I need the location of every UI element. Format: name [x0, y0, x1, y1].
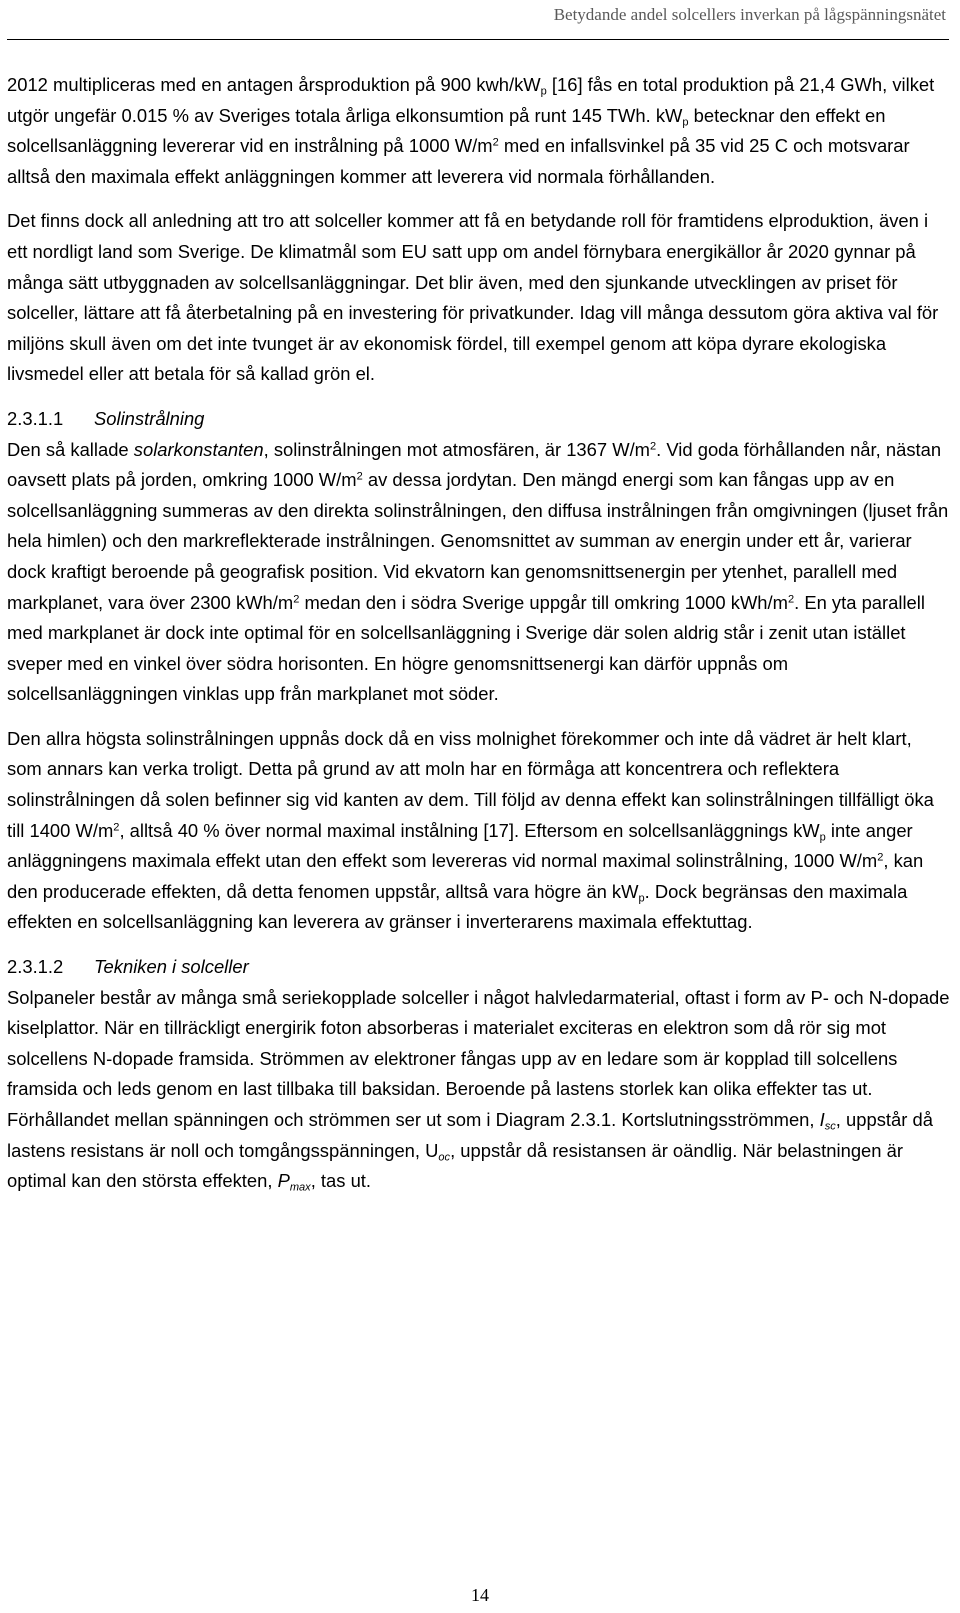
text-run: [16] fås en total produktion på 21,4 GWh, vilket utgör ungefär 0.015 % av Sveriges totala årliga elkonsumtion på runt 145 TWh. kW — [7, 74, 935, 126]
symbol-P: P — [277, 1170, 290, 1192]
text-run: . Vid goda förhållanden når, nästan oavsett plats på jorden, omkring 1000 W/m — [7, 438, 942, 491]
text-run: , alltså 40 % över normal maximal instålning [17]. Eftersom en solcellsanläggnings kW — [119, 819, 820, 841]
subscript: p — [540, 85, 547, 98]
superscript: 2 — [293, 592, 300, 605]
superscript: 2 — [492, 136, 499, 149]
paragraph-gap — [7, 710, 951, 724]
paragraph-solar-constant — [7, 435, 951, 710]
paragraph-gap — [7, 938, 951, 952]
subscript — [290, 1181, 311, 1193]
page-number: 14 — [471, 1585, 489, 1605]
superscript: 2 — [877, 851, 884, 864]
symbol-I: I — [819, 1109, 825, 1130]
section-number: 2.3.1.1 — [7, 407, 64, 429]
header-divider — [7, 39, 949, 40]
emphasis: solarkonstanten — [133, 438, 264, 460]
superscript: 2 — [787, 592, 795, 605]
text-run: . En yta parallell med markplanet är dock inte optimal för en solcellsanläggning i Sverige där solen aldrig står i zenit utan istället sveper med en vinkel över södra horisonten. En högre genomsnittsenergi kan därför uppnås om solcellsanläggningen vinklas upp från markplanet mot söder. — [7, 591, 925, 705]
paragraph-future: Det finns dock all anledning att tro att solceller kommer att få en betydande roll för framtidens elproduktion, även i ett nordligt land som Sverige. De klimatmål som EU satt upp om andel förnybara energikällor år 2020 gynnar på många sätt utbyggnaden av solcellsanläggningar. Det blir även, med den sjunkande utvecklingen av priset för solceller, lättare att få återbetalning på en investering för privatkunder. Idag vill många dessutom göra aktiva val för miljöns skull även om det inte tvunget är av ekonomisk fördel, till exempel genom att köpa dyrare ekologiska livsmedel eller att betala för så kallad grön el. — [7, 210, 939, 385]
subscript: p — [682, 115, 689, 128]
page-body — [7, 70, 951, 1197]
text-run: , kan den producerade effekten, då detta fenomen uppstår, alltså vara högre än kW — [7, 850, 924, 902]
paragraph-production — [7, 70, 951, 192]
section-title: Solinstrålning — [94, 407, 205, 429]
section-number: 2.3.1.2 — [7, 956, 64, 978]
text-run: Den så kallade — [7, 438, 134, 460]
running-header: Betydande andel solcellers inverkan på lågspänningsnätet — [553, 5, 946, 24]
text-run: Solpaneler består av många små seriekopplade solceller i något halvledarmaterial, oftast i form av P- och N-dopade kiselplattor. När en tillräckligt energirik foton absorberas i materialet exciteras en elektron som då rör sig mot solcellens N-dopade framsida. Strömmen av elektroner fångas upp av en ledare som är kopplad till solcellens framsida och leds genom en last tillbaka till baksidan. Beroende på lastens storlek kan olika effekter tas ut. Förhållandet mellan spänningen och strömmen ser ut som i Diagram 2.3.1. Kortslutningsströmmen, — [7, 986, 950, 1130]
text-run: medan den i södra Sverige uppgår till omkring 1000 kWh/m — [299, 591, 788, 613]
text-run: 2012 multipliceras med en antagen årsproduktion på 900 kwh/kW — [7, 74, 541, 95]
superscript: 2 — [113, 821, 120, 834]
subscript-sc: sc — [824, 1120, 836, 1133]
paragraph-cloud-effect — [7, 724, 951, 938]
superscript: 2 — [356, 470, 363, 483]
subscript — [825, 1120, 836, 1132]
section-heading-tekniken — [7, 952, 951, 983]
section-heading-solinstralning — [7, 404, 951, 435]
paragraph-gap — [7, 192, 951, 206]
text-run: , uppstår då resistansen är oändlig. När belastningen är optimal kan den största effekten, — [7, 1139, 903, 1192]
paragraph-technology — [7, 983, 951, 1197]
subscript: p — [638, 892, 645, 905]
text-run: , uppstår då lastens resistans är noll och tomgångsspänningen, U — [7, 1109, 933, 1161]
text-run: inte anger anläggningens maximala effekt utan den effekt som levereras vid normal maximal solinstrålning, 1000 W/m — [7, 819, 913, 872]
text-run: , solinstrålningen mot atmosfären, är 1367 W/m — [263, 438, 650, 460]
text-run: Den allra högsta solinstrålningen uppnås dock då en viss molnighet förekommer och inte då vädret är helt klart, som annars kan verka troligt. Detta på grund av att moln har en förmåga att koncentrera och reflektera solinstrålningen då solen befinner sig vid kanten av dem. Till följd av denna effekt kan solinstrålningen tillfälligt öka till 1400 W/m — [7, 727, 934, 841]
superscript: 2 — [650, 439, 657, 452]
text-run: av dessa jordytan. Den mängd energi som kan fångas upp av en solcellsanläggning summeras av den direkta solinstrålningen, den diffusa instrålningen från omgivningen (ljuset från hela himlen) och den markreflekterade instrålningen. Genomsnittet av summan av energin under ett år, varierar dock kraftigt beroende på geografisk position. Vid ekvatorn kan genomsnittsenergin per ytenhet, parallell med markplanet, vara över 2300 kWh/m — [7, 469, 949, 613]
paragraph-gap — [7, 390, 951, 404]
section-title: Tekniken i solceller — [94, 956, 249, 978]
subscript-oc: oc — [438, 1150, 451, 1163]
text-run: med en infallsvinkel på 35 vid 25 C och motsvarar alltså den maximala effekt anläggningen kommer att leverera vid normala förhållanden. — [7, 135, 910, 187]
text-run: , tas ut. — [310, 1170, 372, 1192]
text-run: . Dock begränsas den maximala effekten en solcellsanläggning kan leverera av gränser i inverterarens maximala effektuttag. — [7, 880, 908, 933]
subscript: p — [819, 830, 826, 843]
subscript-max: max — [289, 1181, 311, 1194]
subscript — [438, 1151, 450, 1163]
text-run: betecknar den effekt en solcellsanläggning levererar vid en instrålning på 1000 W/m — [7, 104, 886, 157]
